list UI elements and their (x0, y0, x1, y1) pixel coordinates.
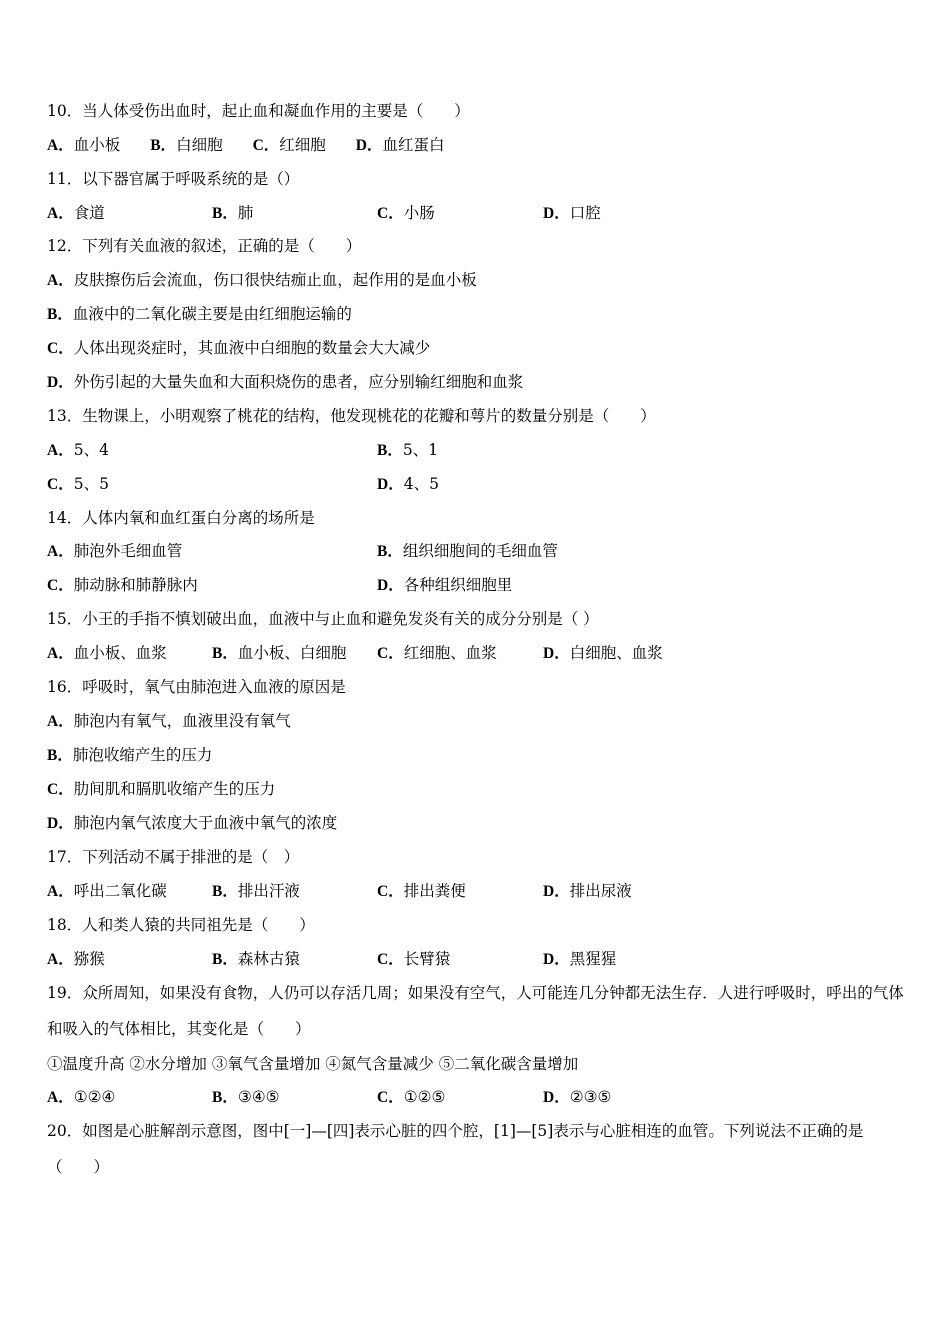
option-letter: A． (47, 272, 74, 289)
option-letter: D． (543, 951, 570, 968)
option-text: 4、5 (403, 475, 439, 493)
option-letter: C． (47, 340, 74, 357)
option-text: 森林古猿 (237, 950, 300, 968)
option-letter: B． (47, 306, 73, 323)
option-text: 血小板 (73, 136, 121, 154)
option-text: 各种组织细胞里 (403, 576, 513, 594)
question-12-option-c (47, 338, 430, 359)
question-14-option-b (377, 541, 558, 562)
option-text: 人体出现炎症时，其血液中白细胞的数量会大大减少 (73, 339, 431, 357)
option-text: 排出汗液 (237, 882, 300, 900)
option-text: 口腔 (569, 204, 601, 222)
option-text: 排出粪便 (403, 882, 466, 900)
option-letter: C． (47, 781, 74, 798)
option-letter: D． (543, 205, 570, 222)
question-13-option-a (47, 440, 109, 461)
option-text: 外伤引起的大量失血和大面积烧伤的患者，应分别输红细胞和血浆 (73, 373, 524, 391)
question-12-option-b (47, 304, 352, 325)
option-letter: B． (212, 951, 238, 968)
option-letter: B． (212, 883, 238, 900)
question-15-option-d (543, 643, 663, 664)
option-letter: C． (377, 1089, 404, 1106)
option-letter: B． (212, 645, 238, 662)
option-letter: B． (377, 442, 403, 459)
option-letter: A． (47, 137, 74, 154)
option-letter: B． (377, 543, 403, 560)
option-text: 5、5 (73, 475, 109, 493)
option-text: 白细胞 (176, 136, 223, 154)
question-18-option-d (543, 949, 616, 970)
question-18-option-b (212, 949, 300, 970)
option-letter: B． (212, 1089, 238, 1106)
question-13-stem: 13．生物课上，小明观察了桃花的结构，他发现桃花的花瓣和萼片的数量分别是（ ） (47, 407, 656, 425)
option-letter: C． (377, 883, 404, 900)
option-text: 5、1 (402, 441, 439, 459)
option-text: ①②④ (73, 1088, 116, 1106)
option-text: 肺泡内有氧气，血液里没有氧气 (73, 712, 291, 730)
option-letter: D． (47, 374, 74, 391)
option-text: 肋间肌和膈肌收缩产生的压力 (73, 780, 276, 798)
option-letter: D． (47, 815, 74, 832)
question-11-option-a (47, 203, 105, 224)
question-11-option-d (543, 203, 601, 224)
option-text: 血液中的二氧化碳主要是由红细胞运输的 (72, 305, 352, 323)
option-letter: C． (47, 577, 74, 594)
question-15-option-b (212, 643, 346, 664)
question-11-option-c (377, 203, 435, 224)
option-text: 血小板、白细胞 (237, 644, 347, 662)
option-letter: B． (47, 747, 73, 764)
option-letter: A． (47, 543, 74, 560)
option-text: 血红蛋白 (382, 136, 445, 154)
option-letter: C． (377, 205, 404, 222)
question-19-items: ①温度升高 ②水分增加 ③氧气含量增加 ④氮气含量减少 ⑤二氧化碳含量增加 (47, 1055, 579, 1073)
question-14-option-c (47, 575, 198, 596)
question-18-option-a (47, 949, 105, 970)
question-15-option-a (47, 643, 167, 664)
option-letter: A． (47, 205, 74, 222)
option-text: 呼出二氧化碳 (73, 882, 167, 900)
option-letter: C． (377, 645, 404, 662)
option-letter: A． (47, 645, 74, 662)
question-17-option-b (212, 881, 300, 902)
option-text: 肺泡内氧气浓度大于血液中氧气的浓度 (73, 814, 338, 832)
question-19-option-d (543, 1087, 611, 1108)
question-10-stem: 10．当人体受伤出血时，起止血和凝血作用的主要是（ ） (47, 102, 470, 120)
option-text: 排出尿液 (569, 882, 632, 900)
option-text: 肺 (237, 204, 254, 222)
option-text: 组织细胞间的毛细血管 (402, 542, 558, 560)
option-letter: C． (377, 951, 404, 968)
question-19-stem: 19．众所周知，如果没有食物，人仍可以存活几周；如果没有空气，人可能连几分钟都无法生存．人进行呼吸时，呼出的气体和吸入的气体相比，其变化是（ ） (47, 984, 904, 1038)
question-14-option-d (377, 575, 512, 596)
question-11-option-b (212, 203, 253, 224)
option-text: 猕猴 (73, 950, 105, 968)
option-letter: A． (47, 442, 74, 459)
question-16-option-d (47, 813, 337, 834)
question-13-option-c (47, 474, 109, 495)
question-12-option-a (47, 270, 477, 291)
question-18-option-c (377, 949, 450, 970)
question-16-option-a (47, 711, 291, 732)
question-13-option-b (377, 440, 438, 461)
question-17-option-a (47, 881, 167, 902)
question-19-option-c (377, 1087, 445, 1108)
option-text: ①②⑤ (403, 1088, 446, 1106)
question-16-option-b (47, 745, 212, 766)
option-text: 黑猩猩 (569, 950, 617, 968)
option-text: 肺泡外毛细血管 (73, 542, 183, 560)
option-letter: A． (47, 951, 74, 968)
option-letter: D． (543, 883, 570, 900)
option-letter: D． (543, 1089, 570, 1106)
option-text: 血小板、血浆 (73, 644, 167, 662)
question-10-options (47, 135, 445, 156)
option-letter: A． (47, 713, 74, 730)
option-letter: D． (377, 577, 404, 594)
question-12-option-d (47, 372, 523, 393)
option-letter: C． (252, 137, 280, 154)
question-15-stem: 15．小王的手指不慎划破出血，血液中与止血和避免发炎有关的成分分别是（ ） (47, 610, 599, 628)
question-18-stem: 18．人和类人猿的共同祖先是（ ） (47, 916, 315, 934)
option-text: 红细胞、血浆 (403, 644, 497, 662)
question-17-stem: 17．下列活动不属于排泄的是（ ） (47, 848, 300, 866)
option-text: 5、4 (73, 441, 109, 459)
option-letter: A． (47, 883, 74, 900)
option-text: 肺动脉和肺静脉内 (73, 576, 198, 594)
option-letter: B． (212, 205, 238, 222)
option-letter: D． (543, 645, 570, 662)
question-14-option-a (47, 541, 182, 562)
option-text: 食道 (73, 204, 105, 222)
option-text: ②③⑤ (569, 1088, 612, 1106)
question-12-stem: 12．下列有关血液的叙述，正确的是（ ） (47, 237, 362, 255)
question-19-option-a (47, 1087, 115, 1108)
question-16-stem: 16．呼吸时，氧气由肺泡进入血液的原因是 (47, 678, 346, 696)
option-letter: B． (150, 137, 177, 154)
option-text: 皮肤擦伤后会流血，伤口很快结痂止血，起作用的是血小板 (73, 271, 477, 289)
option-text: ③④⑤ (237, 1088, 280, 1106)
option-text: 红细胞 (279, 136, 326, 154)
option-letter: C． (47, 476, 74, 493)
option-letter: A． (47, 1089, 74, 1106)
question-14-stem: 14．人体内氧和血红蛋白分离的场所是 (47, 509, 315, 527)
option-text: 小肠 (403, 204, 435, 222)
option-text: 白细胞、血浆 (569, 644, 663, 662)
question-17-option-d (543, 881, 632, 902)
question-15-option-c (377, 643, 497, 664)
question-17-option-c (377, 881, 466, 902)
question-16-option-c (47, 779, 275, 800)
question-11-stem: 11．以下器官属于呼吸系统的是（） (47, 170, 300, 188)
option-text: 肺泡收缩产生的压力 (72, 746, 213, 764)
question-13-option-d (377, 474, 439, 495)
option-letter: D． (377, 476, 404, 493)
option-letter: D． (355, 137, 383, 154)
option-text: 长臂猿 (403, 950, 451, 968)
question-20-stem: 20．如图是心脏解剖示意图，图中[一]—[四]表示心脏的四个腔，[1]—[5]表示与心脏相连的血管。下列说法不正确的是（ ） (47, 1122, 864, 1176)
question-19-option-b (212, 1087, 280, 1108)
